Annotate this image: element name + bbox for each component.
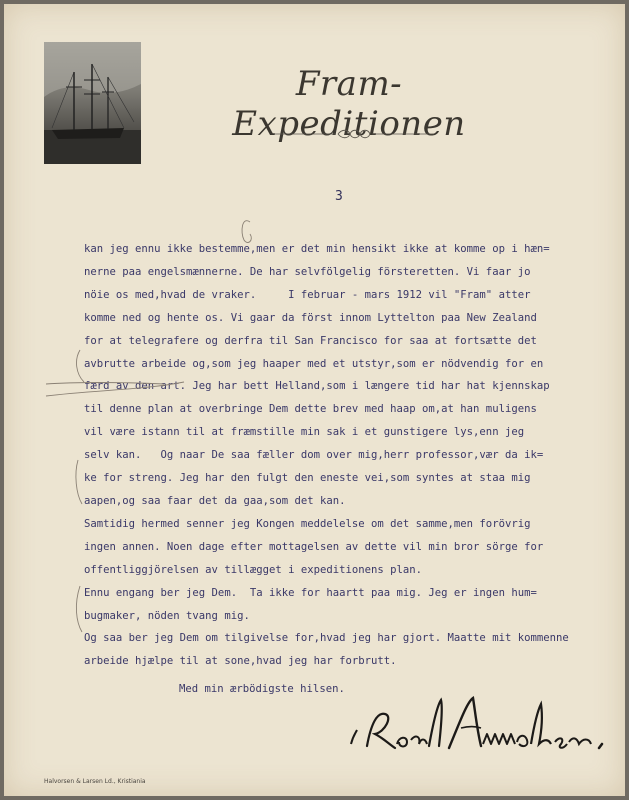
body-line: ingen annen. Noen dage efter mottagelsen av dette vil min bror sörge for <box>84 540 544 553</box>
letter-page <box>4 4 625 796</box>
body-line: til denne plan at overbringe Dem dette brev med haap om,at han muligens <box>84 403 537 416</box>
page-number: 3 <box>335 189 343 204</box>
printer-imprint: Halvorsen & Larsen Ld., Kristiania <box>44 778 146 785</box>
letterhead-title: Fram-Expeditionen <box>232 64 466 144</box>
body-line: nerne paa engelsmænnerne. De har selvfölgelig försteretten. Vi faar jo <box>84 265 531 278</box>
closing-salutation: Med min ærbödigste hilsen. <box>179 683 345 695</box>
body-line: komme ned og hente os. Vi gaar da först innom Lyttelton paa New Zealand <box>84 311 537 324</box>
body-line: arbeide hjælpe til at sone,hvad jeg har forbrutt. <box>84 655 397 668</box>
body-line: for at telegrafere og derfra til San Francisco for saa at fortsætte det <box>84 334 537 347</box>
body-line: offentliggjörelsen av tillægget i expeditionens plan. <box>84 563 423 576</box>
body-line: Og saa ber jeg Dem om tilgivelse for,hvad jeg har gjort. Maatte mit kommenne <box>84 632 569 645</box>
body-line: færd av den art. Jeg har bett Helland,som i længere tid har hat kjennskap <box>84 380 550 393</box>
body-line: avbrutte arbeide og,som jeg haaper med et utstyr,som er nödvendig for en <box>84 357 544 370</box>
body-line: selv kan. Og naar De saa fæller dom over mig,herr professor,vær da ik= <box>84 449 544 462</box>
body-line: kan jeg ennu ikke bestemme,men er det min hensikt ikke at komme op i hæn= <box>84 243 550 255</box>
body-line: bugmaker, nöden tvang mig. <box>84 609 250 622</box>
body-line: nöie os med,hvad de vraker. I februar - mars 1912 vil "Fram" atter <box>84 288 531 301</box>
body-line: aapen,og saa faar det da gaa,som det kan. <box>84 494 346 507</box>
body-line: vil være istann til at fræmstille min sak i et gunstigere lys,enn jeg <box>84 426 525 439</box>
body-line: ke for streng. Jeg har den fulgt den eneste vei,som syntes at staa mig <box>84 472 531 485</box>
body-line: Samtidig hermed senner jeg Kongen meddelelse om det samme,men forövrig <box>84 517 531 530</box>
pencil-annotations <box>4 4 625 796</box>
body-line: Ennu engang ber jeg Dem. Ta ikke for haartt paa mig. Jeg er ingen hum= <box>84 586 537 599</box>
